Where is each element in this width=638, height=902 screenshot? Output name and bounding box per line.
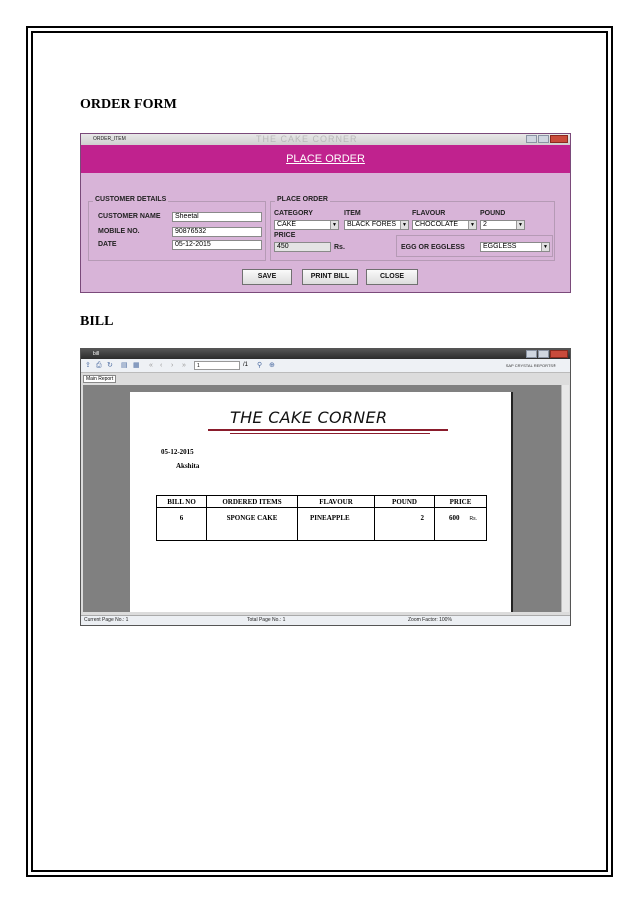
report-toolbar	[81, 359, 570, 373]
flavour-label: FLAVOUR	[412, 210, 446, 217]
table-row	[157, 508, 487, 541]
date-input[interactable]: 05-12-2015	[172, 240, 262, 250]
bill-no-cell: 6	[157, 508, 207, 541]
title-underline-thin	[230, 433, 430, 434]
category-label: CATEGORY	[274, 210, 313, 217]
close-icon[interactable]	[550, 135, 568, 143]
window-title: bill	[93, 351, 100, 357]
maximize-icon[interactable]	[538, 135, 549, 143]
minimize-icon[interactable]	[526, 135, 537, 143]
price-input[interactable]: 450	[274, 242, 331, 252]
column-header: FLAVOUR	[298, 496, 375, 508]
bill-table	[156, 495, 487, 541]
price-unit: Rs.	[469, 516, 477, 522]
category-value: CAKE	[277, 221, 297, 228]
title-underline	[208, 429, 448, 431]
crystal-reports-brand: SAP CRYSTAL REPORTS®	[505, 363, 556, 368]
chevron-down-icon[interactable]: ▼	[400, 221, 408, 229]
column-header: BILL NO	[157, 496, 207, 508]
date-label: DATE	[98, 241, 117, 248]
customer-details-title: CUSTOMER DETAILS	[95, 196, 167, 203]
bill-heading: BILL	[80, 314, 114, 329]
place-order-title: PLACE ORDER	[277, 196, 328, 203]
item-cell: SPONGE CAKE	[207, 508, 298, 541]
item-select[interactable]	[344, 220, 409, 230]
order-form-window	[80, 133, 571, 293]
bill-window	[80, 348, 571, 626]
price-cell	[435, 508, 487, 541]
binoculars-icon[interactable]: ⚲	[257, 362, 263, 369]
order-window-titlebar	[81, 134, 570, 145]
save-button[interactable]: SAVE	[242, 269, 292, 285]
print-bill-button[interactable]: PRINT BILL	[302, 269, 358, 285]
price-value: 600	[449, 514, 460, 522]
main-report-tab[interactable]: Main Report	[83, 375, 116, 383]
bill-date: 05-12-2015	[161, 448, 194, 456]
mobile-input[interactable]: 90876532	[172, 227, 262, 237]
vertical-scrollbar[interactable]	[561, 385, 569, 612]
report-page	[130, 392, 513, 612]
report-viewer	[83, 385, 561, 612]
pound-label: POUND	[480, 210, 506, 217]
first-page-icon[interactable]: «	[149, 362, 153, 369]
minimize-icon[interactable]	[526, 350, 537, 358]
page-total-label: /1	[243, 362, 249, 368]
zoom-icon[interactable]: ⊕	[269, 362, 275, 369]
flavour-cell: PINEAPPLE	[298, 508, 375, 541]
toggle-tree-icon[interactable]: ▤	[121, 362, 128, 369]
chevron-down-icon[interactable]: ▼	[541, 243, 549, 251]
column-header: POUND	[375, 496, 435, 508]
chevron-down-icon[interactable]: ▼	[516, 221, 524, 229]
maximize-icon[interactable]	[538, 350, 549, 358]
next-page-icon[interactable]: ›	[171, 362, 174, 369]
category-select[interactable]	[274, 220, 339, 230]
order-form-heading: ORDER FORM	[80, 97, 177, 112]
close-icon[interactable]	[550, 350, 568, 358]
customer-name-input[interactable]: Sheetal	[172, 212, 262, 222]
flavour-value: CHOCOLATE	[415, 221, 459, 228]
current-page-status: Current Page No.: 1	[84, 617, 129, 623]
egg-label: EGG OR EGGLESS	[401, 244, 465, 251]
group-tree-icon[interactable]: ▦	[133, 362, 140, 369]
prev-page-icon[interactable]: ‹	[160, 362, 163, 369]
watermark-text: THE CAKE CORNER	[256, 134, 358, 144]
pound-select[interactable]	[480, 220, 525, 230]
chevron-down-icon[interactable]: ▼	[330, 221, 338, 229]
customer-name: Akshita	[176, 462, 200, 470]
customer-name-label: CUSTOMER NAME	[98, 213, 161, 220]
egg-select[interactable]	[480, 242, 550, 252]
chevron-down-icon[interactable]: ▼	[468, 221, 476, 229]
shop-name: THE CAKE CORNER	[230, 408, 388, 427]
item-label: ITEM	[344, 210, 361, 217]
pound-cell: 2	[375, 508, 435, 541]
egg-value: EGGLESS	[483, 243, 517, 250]
column-header: PRICE	[435, 496, 487, 508]
page-number-input[interactable]: 1	[194, 361, 240, 370]
price-label: PRICE	[274, 232, 296, 239]
refresh-icon[interactable]: ↻	[107, 362, 113, 369]
price-unit: Rs.	[334, 244, 345, 251]
banner-title: PLACE ORDER	[286, 153, 365, 165]
column-header: ORDERED ITEMS	[207, 496, 298, 508]
table-header-row	[157, 496, 487, 508]
item-value: BLACK FORES	[347, 221, 397, 228]
zoom-status: Zoom Factor: 100%	[408, 617, 452, 623]
place-order-banner	[81, 145, 570, 173]
pound-value: 2	[483, 221, 487, 228]
print-icon[interactable]: ⎙	[96, 362, 102, 369]
total-page-status: Total Page No.: 1	[247, 617, 286, 623]
bill-window-titlebar	[81, 349, 570, 359]
close-button[interactable]: CLOSE	[366, 269, 418, 285]
status-bar	[81, 615, 570, 625]
export-icon[interactable]: ⇪	[85, 362, 91, 369]
flavour-select[interactable]	[412, 220, 477, 230]
mobile-label: MOBILE NO.	[98, 228, 140, 235]
window-title: ORDER_ITEM	[93, 136, 126, 142]
last-page-icon[interactable]: »	[182, 362, 186, 369]
